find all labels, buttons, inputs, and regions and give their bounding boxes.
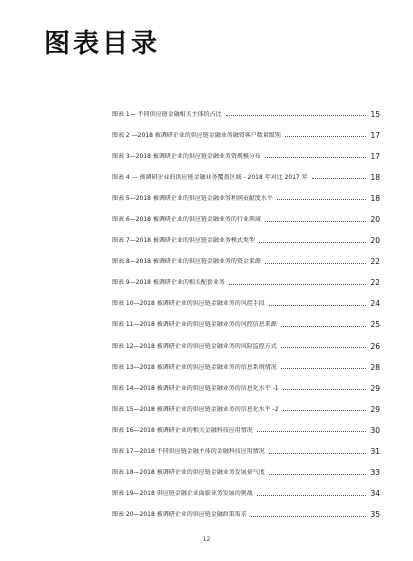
toc-entry[interactable] (112, 399, 380, 420)
toc-entry[interactable] (112, 505, 380, 526)
toc-entry-label: 图表 2 —2018 被调研企业的供应链金融业务融资客户数量级别 (112, 131, 281, 139)
toc-entry-page: 25 (370, 320, 380, 330)
toc-entry-label: 图表 11—2018 被调研企业的供应链金融业务的风控信息来源 (112, 321, 277, 329)
toc-entry-label: 图表 12—2018 被调研企业的供应链金融业务的风险监控方式 (112, 342, 277, 350)
toc-entry-label: 图表 4 — 被调研企业的供应链金融业务覆盖区域 - 2018 年对比 2017 年 (112, 173, 308, 181)
toc-entry[interactable] (112, 294, 380, 315)
toc-entry-label: 图表 10—2018 被调研企业的供应链金融业务的风控手段 (112, 300, 265, 308)
toc-leader-dots (269, 305, 366, 306)
toc-entry-page: 28 (370, 362, 380, 372)
toc-entry-page: 22 (370, 278, 380, 288)
toc-entry-label: 图表 5—2018 被调研企业的供应链金融业务利润贡献度水平 (112, 194, 273, 202)
toc-leader-dots (257, 431, 366, 432)
toc-entry[interactable] (112, 167, 380, 188)
toc-entry-label: 图表 20—2018 被调研企业的供应链金融政策需求 (112, 511, 247, 519)
toc-entry-page: 29 (370, 404, 380, 414)
toc-leader-dots (285, 136, 366, 137)
toc-entry-page: 20 (370, 215, 380, 225)
toc-entry-page: 22 (370, 257, 380, 267)
figure-index-list (112, 104, 380, 526)
toc-leader-dots (269, 453, 366, 454)
toc-entry[interactable] (112, 420, 380, 441)
toc-leader-dots (257, 495, 366, 496)
toc-entry-label: 图表 15—2018 被调研企业的供应链金融业务的信息化水平 -2 (112, 405, 279, 413)
toc-entry-page: 34 (370, 489, 380, 499)
toc-leader-dots (226, 115, 366, 116)
toc-entry-page: 18 (370, 193, 380, 203)
toc-entry-page: 29 (370, 383, 380, 393)
toc-entry[interactable] (112, 442, 380, 463)
toc-entry[interactable] (112, 188, 380, 209)
toc-entry[interactable] (112, 146, 380, 167)
toc-entry-page: 30 (370, 425, 380, 435)
toc-entry-label: 图表 3—2018 被调研企业的供应链金融业务资规模分布 (112, 152, 261, 160)
toc-entry-page: 15 (370, 109, 380, 119)
toc-entry-label: 图表 14—2018 被调研企业的供应链金融业务的信息化水平 -1 (112, 384, 279, 392)
toc-leader-dots (259, 242, 366, 243)
toc-entry[interactable] (112, 463, 380, 484)
toc-entry-page: 20 (370, 236, 380, 246)
page-number: 12 (202, 536, 211, 543)
toc-leader-dots (312, 178, 366, 179)
toc-entry-label: 图表 1— 不同供应链金融相关主体的占比 (112, 110, 222, 118)
toc-entry-page: 35 (370, 510, 380, 520)
toc-entry-label: 图表 18—2018 被调研企业的供应链金融业务发展景气度 (112, 469, 265, 477)
toc-entry-page: 18 (370, 172, 380, 182)
toc-entry-page: 24 (370, 299, 380, 309)
toc-leader-dots (277, 199, 366, 200)
toc-leader-dots (265, 221, 366, 222)
toc-leader-dots (283, 410, 366, 411)
toc-entry-label: 图表 8—2018 被调研企业的供应链金融业务的资金来源 (112, 258, 261, 266)
toc-leader-dots (283, 389, 366, 390)
toc-entry-label: 图表 16—2018 被调研企业的相关金融科技应用情况 (112, 426, 253, 434)
toc-entry-label: 图表 9—2018 被调研企业的相关配套业务 (112, 279, 225, 287)
toc-entry[interactable] (112, 273, 380, 294)
toc-leader-dots (281, 326, 366, 327)
toc-leader-dots (265, 157, 366, 158)
toc-entry[interactable] (112, 336, 380, 357)
toc-leader-dots (251, 516, 366, 517)
toc-entry-page: 31 (370, 447, 380, 457)
toc-entry-page: 17 (370, 130, 380, 140)
toc-entry[interactable] (112, 378, 380, 399)
toc-entry-page: 17 (370, 151, 380, 161)
toc-entry[interactable] (112, 104, 380, 125)
toc-leader-dots (269, 474, 366, 475)
toc-entry[interactable] (112, 209, 380, 230)
toc-entry[interactable] (112, 231, 380, 252)
toc-leader-dots (265, 263, 366, 264)
toc-entry[interactable] (112, 484, 380, 505)
toc-entry-label: 图表 13—2018 被调研企业的供应链金融业务的信息系统情况 (112, 363, 277, 371)
toc-entry-label: 图表 7—2018 被调研企业的供应链金融业务模式类型 (112, 237, 255, 245)
toc-entry[interactable] (112, 315, 380, 336)
toc-leader-dots (281, 347, 366, 348)
page-title: 图表目录 (44, 29, 161, 59)
toc-entry[interactable] (112, 357, 380, 378)
toc-leader-dots (229, 284, 366, 285)
toc-entry-label: 图表 6—2018 被调研企业的供应链金融业务的行业领域 (112, 216, 261, 224)
toc-entry-label: 图表 19—2018 供应链金融企业面临业务发展的挑战 (112, 490, 253, 498)
toc-entry[interactable] (112, 125, 380, 146)
toc-leader-dots (281, 368, 366, 369)
toc-entry-page: 33 (370, 468, 380, 478)
toc-entry-label: 图表 17—2018 不同供应链金融主体的金融科技应用情况 (112, 448, 265, 456)
toc-entry[interactable] (112, 252, 380, 273)
toc-entry-page: 26 (370, 341, 380, 351)
